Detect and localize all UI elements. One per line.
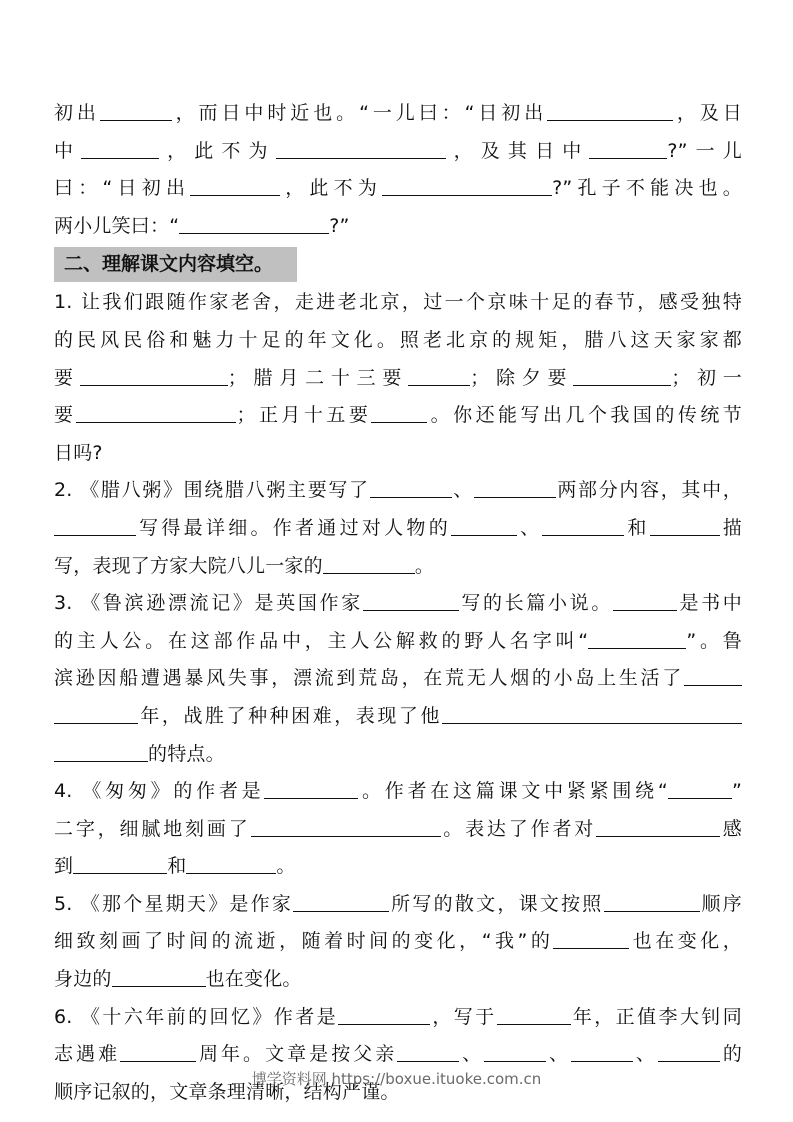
fill-in-blank[interactable] (553, 924, 629, 949)
fill-in-blank[interactable] (484, 1037, 546, 1062)
text-line (54, 886, 742, 924)
fill-in-blank[interactable] (363, 586, 459, 611)
section-header (54, 247, 742, 282)
text-segment: ，及日 (673, 102, 742, 124)
text-line (54, 736, 742, 774)
text-line (54, 95, 742, 133)
intro-passage (54, 95, 742, 245)
fill-in-blank[interactable] (668, 774, 732, 799)
text-segment: 初出 (54, 102, 100, 124)
fill-in-blank[interactable] (613, 586, 677, 611)
text-line (54, 397, 742, 435)
text-segment: 的特点。 (148, 742, 225, 765)
text-line (54, 284, 742, 322)
text-segment: 的民风民俗和魅力十足的年文化。照老北京的规矩，腊八这天家家都 (54, 328, 742, 351)
fill-in-blank[interactable] (658, 1037, 720, 1062)
fill-in-blank[interactable] (596, 812, 720, 837)
question-5 (54, 886, 742, 999)
fill-in-blank[interactable] (589, 134, 667, 159)
text-segment: ，及其日中 (445, 139, 590, 162)
question-6 (54, 999, 742, 1112)
text-segment: ；正月十五要 (236, 404, 372, 427)
text-segment: 写得最详细。作者通过对人物的 (136, 516, 451, 539)
text-segment: 和 (624, 516, 650, 539)
fill-in-blank[interactable] (54, 511, 136, 536)
text-line (54, 585, 742, 623)
text-segment: 曰：“日初出 (54, 177, 191, 200)
text-segment: 的主人公。在这部作品中，主人公解救的野人名字叫“ (54, 629, 589, 652)
text-segment: 志遇难 (54, 1043, 121, 1066)
text-segment: 细致刻画了时间的流逝，随着时间的变化，“我”的 (54, 930, 554, 953)
fill-in-blank[interactable] (497, 1000, 571, 1025)
fill-in-blank[interactable] (442, 699, 742, 724)
fill-in-blank[interactable] (120, 1037, 196, 1062)
text-segment: 1. 让我们跟随作家老舍，走进老北京，过一个京味十足的春节，感受独特 (54, 291, 742, 314)
text-segment: 。 (276, 855, 296, 878)
text-line (54, 133, 742, 171)
fill-in-blank[interactable] (112, 962, 206, 987)
text-segment: 顺序 (699, 892, 742, 915)
text-line (54, 208, 742, 246)
text-segment: 年，正值李大钊同 (570, 1005, 742, 1028)
fill-in-blank[interactable] (451, 511, 517, 536)
question-3 (54, 585, 742, 773)
fill-in-blank[interactable] (382, 171, 552, 196)
text-line (54, 923, 742, 961)
text-segment: ，此不为 (159, 139, 276, 162)
text-segment: 也在变化， (629, 930, 742, 953)
text-segment: 、 (459, 1043, 485, 1066)
question-4 (54, 773, 742, 886)
fill-in-blank[interactable] (54, 737, 148, 762)
text-segment: 3. 《鲁滨逊漂流记》是英国作家 (54, 592, 363, 615)
text-line (54, 698, 742, 736)
text-segment: ；除夕要 (470, 366, 574, 389)
text-line (54, 811, 742, 849)
fill-in-blank[interactable] (100, 96, 172, 121)
text-segment: ”。鲁 (686, 629, 742, 652)
text-segment: 两小儿笑曰：“ (54, 214, 180, 237)
text-segment: 。你还能写出几个我国的传统节 (427, 404, 742, 427)
text-segment: 和 (167, 855, 187, 878)
fill-in-blank[interactable] (54, 699, 138, 724)
text-segment: 写的长篇小说。 (458, 592, 613, 615)
text-segment: 、 (516, 516, 543, 539)
fill-in-blank[interactable] (293, 887, 389, 912)
text-segment: 日吗? (54, 441, 103, 464)
text-line (54, 322, 742, 360)
text-segment: 到 (54, 855, 74, 878)
footer-watermark: 博学资料网 https://boxue.ituoke.com.cn (251, 1070, 542, 1088)
fill-in-blank[interactable] (338, 1000, 430, 1025)
text-segment: 顺序记叙的，文章条理清晰，结构严谨。 (54, 1080, 400, 1103)
text-line (54, 623, 742, 661)
fill-in-blank[interactable] (573, 361, 671, 386)
fill-in-blank[interactable] (81, 134, 159, 159)
fill-in-blank[interactable] (542, 511, 624, 536)
section-title: 二、理解课文内容填空。 (54, 247, 297, 282)
text-segment: 身边的 (54, 968, 112, 991)
text-segment: ；初一 (671, 366, 742, 389)
text-segment: 感 (720, 817, 742, 840)
text-segment: 所写的散文，课文按照 (389, 892, 604, 915)
text-segment: 中 (54, 139, 82, 162)
text-segment: ，而日中时近也。“一儿曰：“日初出 (171, 102, 548, 124)
text-segment: 、 (633, 1043, 658, 1066)
fill-in-blank[interactable] (547, 96, 673, 121)
fill-in-blank[interactable] (76, 398, 236, 423)
text-segment: 2. 《腊八粥》围绕腊八粥主要写了 (54, 479, 370, 502)
fill-in-blank[interactable] (276, 134, 446, 159)
fill-in-blank[interactable] (179, 209, 329, 234)
text-segment: 周年。文章是按父亲 (196, 1043, 398, 1066)
question-2 (54, 472, 742, 585)
fill-in-blank[interactable] (588, 624, 686, 649)
text-line (54, 848, 742, 886)
fill-in-blank[interactable] (73, 849, 167, 874)
text-segment: ?”一儿 (667, 139, 742, 162)
text-segment: 。表达了作者对 (440, 817, 597, 840)
fill-in-blank[interactable] (604, 887, 700, 912)
fill-in-blank[interactable] (80, 361, 228, 386)
text-segment: ?”孔子不能决也。 (552, 177, 742, 200)
text-segment: ?” (329, 214, 350, 237)
text-segment: 也在变化。 (205, 968, 302, 991)
text-line (54, 773, 742, 811)
text-segment: 、 (546, 1043, 572, 1066)
text-line (54, 360, 742, 398)
question-list (54, 284, 742, 1111)
fill-in-blank[interactable] (370, 473, 452, 498)
text-line (54, 472, 742, 510)
text-segment: 是书中 (677, 592, 742, 615)
text-segment: 6. 《十六年前的回忆》作者是 (54, 1005, 339, 1028)
text-segment: 要 (54, 404, 77, 427)
text-line (54, 510, 742, 548)
fill-in-blank[interactable] (186, 849, 276, 874)
text-line (54, 548, 742, 586)
fill-in-blank[interactable] (650, 511, 720, 536)
text-segment: 滨逊因船遭遇暴风失事，漂流到荒岛，在荒无人烟的小岛上生活了 (54, 667, 684, 690)
text-segment: 的 (719, 1043, 743, 1066)
fill-in-blank[interactable] (571, 1037, 633, 1062)
text-segment: 年，战胜了种种困难，表现了他 (138, 704, 442, 727)
text-segment: ；腊月二十三要 (227, 366, 409, 389)
text-segment: ，此不为 (280, 177, 383, 200)
fill-in-blank[interactable] (371, 398, 427, 423)
text-segment: 、 (451, 479, 474, 502)
text-segment: 两部分内容，其中， (555, 479, 742, 502)
text-segment: 写，表现了方家大院八儿一家的 (54, 554, 323, 577)
fill-in-blank[interactable] (684, 661, 742, 686)
text-segment: 要 (54, 366, 80, 389)
text-line (54, 961, 742, 999)
text-segment: 。 (414, 554, 435, 577)
fill-in-blank[interactable] (251, 812, 441, 837)
text-segment: 。作者在这篇课文中紧紧围绕“ (358, 780, 668, 803)
fill-in-blank[interactable] (397, 1037, 459, 1062)
text-segment: ，写于 (430, 1005, 497, 1028)
text-line (54, 999, 742, 1037)
text-segment: ” (731, 780, 742, 803)
text-segment: 5. 《那个星期天》是作家 (54, 892, 294, 915)
fill-in-blank[interactable] (474, 473, 556, 498)
text-segment: 二字，细腻地刻画了 (54, 817, 251, 840)
worksheet-page (54, 95, 742, 1111)
text-line (54, 660, 742, 698)
fill-in-blank[interactable] (190, 171, 280, 196)
text-segment: 描 (719, 516, 742, 539)
fill-in-blank[interactable] (323, 549, 415, 574)
fill-in-blank[interactable] (408, 361, 470, 386)
text-line (54, 170, 742, 208)
question-1 (54, 284, 742, 472)
text-line (54, 435, 742, 473)
text-segment: 4. 《匆匆》的作者是 (54, 780, 265, 803)
fill-in-blank[interactable] (264, 774, 358, 799)
